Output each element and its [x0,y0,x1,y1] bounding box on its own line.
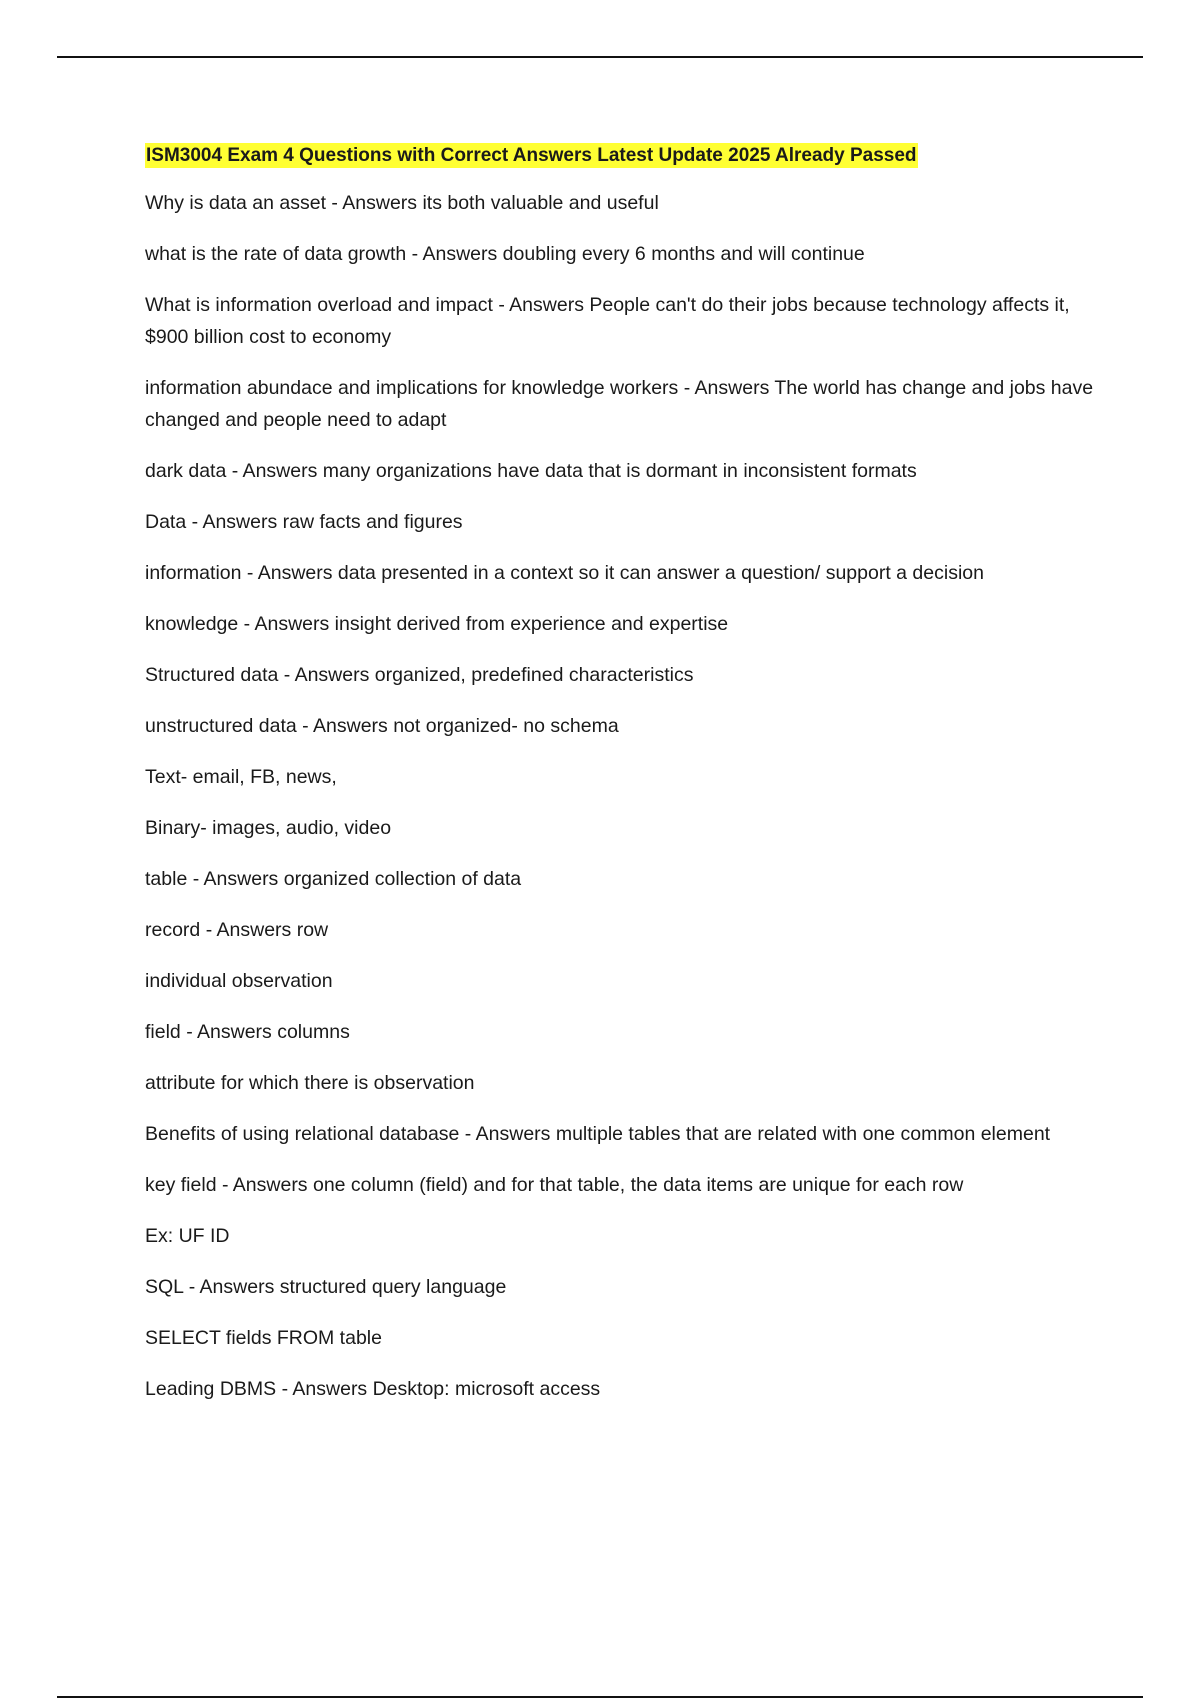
qa-item: unstructured data - Answers not organized- no schema [145,715,619,737]
qa-item: Text- email, FB, news, [145,766,337,788]
qa-item: dark data - Answers many organizations have data that is dormant in inconsistent formats [145,460,917,482]
qa-item: key field - Answers one column (field) and for that table, the data items are unique for each row [145,1174,964,1196]
qa-item: Why is data an asset - Answers its both valuable and useful [145,192,659,214]
bottom-rule [57,1696,1143,1698]
qa-item: information - Answers data presented in a context so it can answer a question/ support a decision [145,562,984,584]
qa-item: what is the rate of data growth - Answers doubling every 6 months and will continue [145,243,865,265]
qa-item: field - Answers columns [145,1021,350,1043]
qa-item: What is information overload and impact - Answers People can't do their jobs because technology affects it, $900 billion cost to economy [145,294,1070,348]
qa-item: knowledge - Answers insight derived from experience and expertise [145,613,729,635]
qa-item: Leading DBMS - Answers Desktop: microsoft access [145,1378,601,1400]
qa-item: individual observation [145,970,333,992]
qa-item: Ex: UF ID [145,1225,230,1247]
qa-item: Structured data - Answers organized, predefined characteristics [145,664,694,686]
qa-item: Benefits of using relational database - Answers multiple tables that are related with one common element [145,1123,1051,1145]
qa-item: attribute for which there is observation [145,1072,475,1094]
qa-item: SELECT fields FROM table [145,1327,382,1349]
document-title: ISM3004 Exam 4 Questions with Correct Answers Latest Update 2025 Already Passed [146,145,917,166]
top-rule [57,56,1143,58]
qa-item: information abundace and implications for knowledge workers - Answers The world has change and jobs have changed and people need to adapt [145,377,1094,431]
qa-item: table - Answers organized collection of data [145,868,522,890]
qa-item: Binary- images, audio, video [145,817,392,839]
qa-item: Data - Answers raw facts and figures [145,511,463,533]
qa-item: SQL - Answers structured query language [145,1276,507,1298]
qa-list [145,187,1095,1405]
document-body [145,143,1095,1405]
qa-item: record - Answers row [145,919,329,941]
